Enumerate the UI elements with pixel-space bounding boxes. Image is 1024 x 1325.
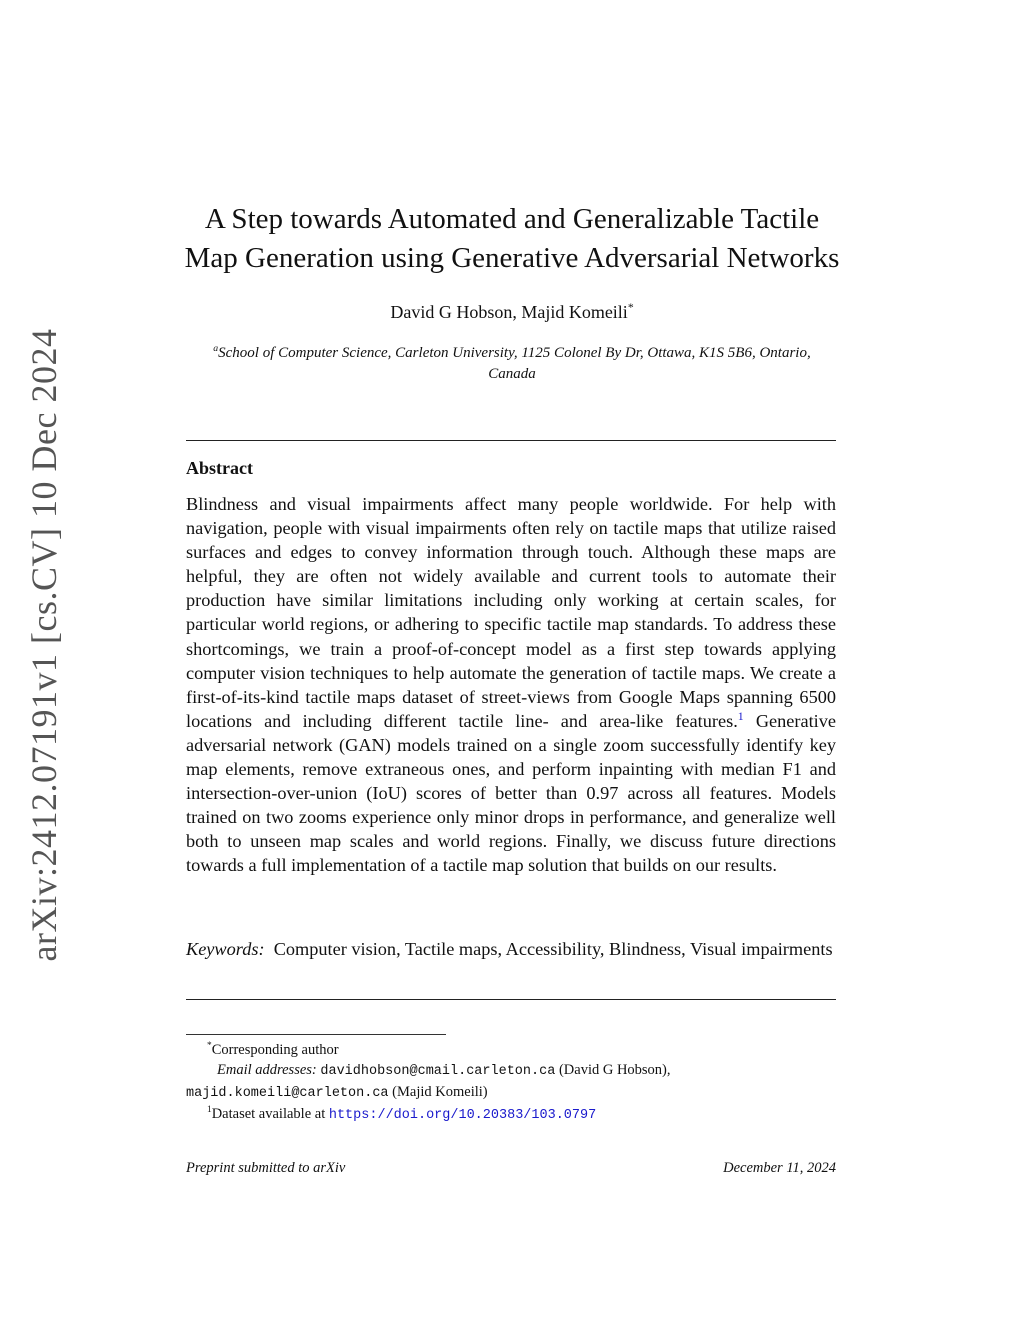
corresponding-footnote-mark: *	[207, 1041, 212, 1052]
authors-text: David G Hobson, Majid Komeili	[390, 302, 628, 322]
abstract-part-1: Blindness and visual impairments affect many people worldwide. For help with navigation, people with visual impairments often rely on tactile maps that utilize raised surfaces and edges to convey information through touch. Although these maps are helpful, they are often not widely available and current tools to automate their production have similar limitations including only working at certain scales, for particular world regions, or adhering to specific tactile map standards. To address these shortcomings, we train a proof-of-concept model as a first step towards applying computer vision techniques to help automate the generation of tactile maps. We create a first-of-its-kind tactile maps dataset of street-views from Google Maps spanning 6500 locations and including different tactile line- and area-like features.	[186, 494, 836, 731]
paper-title	[150, 200, 874, 278]
dataset-text: Dataset available at	[211, 1106, 326, 1122]
affiliation-mark: a	[213, 343, 219, 354]
keywords	[186, 937, 836, 961]
dataset-footnote	[186, 1104, 836, 1126]
dataset-footnote-mark: 1	[207, 1105, 212, 1116]
author-list	[150, 302, 874, 323]
dataset-footnote-ref[interactable]: 1	[737, 708, 744, 723]
email-hobson[interactable]: davidhobson@cmail.carleton.ca	[320, 1064, 556, 1079]
email-hobson-name: (David G Hobson),	[558, 1062, 671, 1078]
keywords-text: Computer vision, Tactile maps, Accessibility, Blindness, Visual impairments	[273, 939, 833, 959]
abstract-text	[186, 492, 836, 878]
email-label: Email addresses:	[217, 1062, 317, 1078]
corresponding-mark: *	[627, 301, 634, 314]
footnotes	[186, 1040, 836, 1126]
footnote-rule	[186, 1034, 446, 1035]
affiliation	[190, 343, 834, 385]
keywords-label: Keywords:	[186, 939, 265, 959]
dataset-link[interactable]: https://doi.org/10.20383/103.0797	[328, 1108, 597, 1123]
bottom-rule	[186, 999, 836, 1000]
title-line-2: Map Generation using Generative Adversarial Networks	[184, 242, 840, 274]
affiliation-text: School of Computer Science, Carleton University, 1125 Colonel By Dr, Ottawa, K1S 5B6, Ontario, Canada	[218, 345, 811, 382]
title-line-1: A Step towards Automated and Generalizable Tactile	[204, 203, 820, 235]
email-line	[186, 1060, 836, 1082]
email-line-2	[186, 1082, 836, 1104]
arxiv-identifier: arXiv:2412.07191v1 [cs.CV] 10 Dec 2024	[24, 328, 64, 962]
corresponding-text: Corresponding author	[211, 1042, 339, 1058]
footer-date: December 11, 2024	[723, 1160, 836, 1176]
corresponding-footnote	[186, 1040, 836, 1060]
email-komeili-name: (Majid Komeili)	[392, 1084, 488, 1100]
footer-venue: Preprint submitted to arXiv	[186, 1160, 346, 1176]
abstract-part-2: Generative adversarial network (GAN) models trained on a single zoom successfully identify key map elements, remove extraneous ones, and perform inpainting with median F1 and intersection-over-union (IoU) scores of better than 0.97 across all features. Models trained on two zooms experience only minor drops in performance, and generalize well both to unseen map scales and world regions. Finally, we discuss future directions towards a full implementation of a tactile map solution that builds on our results.	[186, 710, 836, 876]
top-rule	[186, 440, 836, 441]
email-komeili[interactable]: majid.komeili@carleton.ca	[186, 1086, 389, 1101]
abstract-heading: Abstract	[186, 458, 253, 478]
